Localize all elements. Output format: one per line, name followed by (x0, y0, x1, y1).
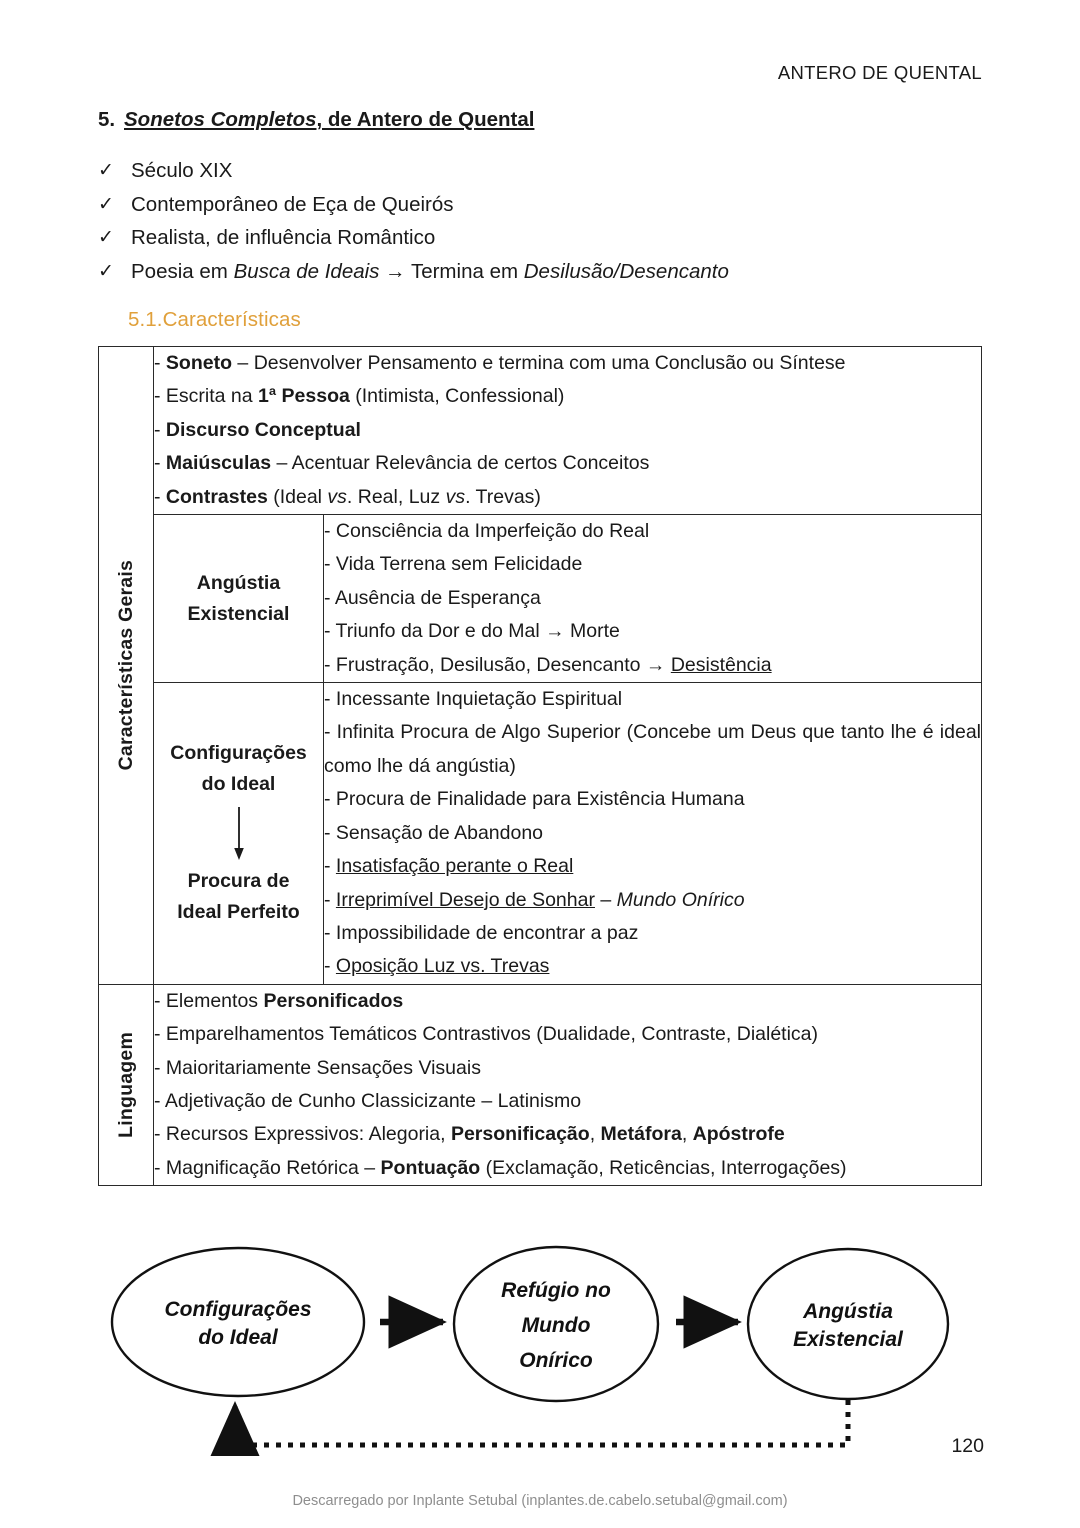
label-anguish (154, 515, 324, 683)
check-icon: ✓ (98, 227, 114, 248)
table-line: - Irreprimível Desejo de Sonhar – Mundo Onírico (324, 888, 745, 911)
table-line: - Sensação de Abandono (324, 821, 544, 844)
section-number: 5. (98, 108, 116, 131)
list-item (98, 255, 982, 289)
ideal-cell (324, 683, 982, 985)
anguish-cell (324, 515, 982, 683)
table-row (99, 984, 982, 1185)
label-ideal-line2: do Ideal (201, 773, 276, 796)
table-line: - Maioritariamente Sensações Visuais (154, 1056, 481, 1079)
table-line: - Maiúsculas – Acentuar Relevância de certos Conceitos (154, 452, 650, 475)
diagram-node3-line1: Angústia (803, 1300, 893, 1323)
table-line: - Escrita na 1ª Pessoa (Intimista, Confessional) (154, 385, 565, 408)
label-ideal-line4: Ideal Perfeito (177, 901, 300, 924)
table-line: - Ausência de Esperança (324, 586, 541, 609)
diagram-node3-line2: Existencial (793, 1328, 903, 1351)
table-line: - Vida Terrena sem Felicidade (324, 553, 583, 576)
table-line: - Emparelhamentos Temáticos Contrastivos (Dualidade, Contraste, Dialética) (154, 1023, 819, 1046)
table-line: - Magnificação Retórica – Pontuação (Exclamação, Reticências, Interrogações) (154, 1156, 847, 1179)
table-line: - Frustração, Desilusão, Desencanto → Desistência (324, 653, 772, 676)
characteristics-bullet-list (98, 154, 982, 288)
table-row (99, 515, 982, 683)
table-line: - Procura de Finalidade para Existência Humana (324, 788, 745, 811)
diagram-node1-line1: Configurações (164, 1298, 312, 1321)
check-icon: ✓ (98, 260, 114, 282)
page-number: 120 (951, 1435, 984, 1457)
running-header: ANTERO DE QUENTAL (777, 62, 982, 83)
section-title-rest: , de Antero de Quental (316, 108, 535, 131)
list-item (98, 221, 982, 255)
row-label-general-text: Características Gerais (114, 560, 137, 771)
diagram-feedback-loop (235, 1400, 848, 1445)
table-line: - Incessante Inquietação Espiritual (324, 688, 623, 711)
table-line: - Contrastes (Ideal vs. Real, Luz vs. Trevas) (154, 485, 541, 508)
table-line: - Recursos Expressivos: Alegoria, Personificação, Metáfora, Apóstrofe (154, 1123, 785, 1146)
list-item (98, 188, 982, 222)
list-item-label: Poesia em Busca de Ideais → Termina em Desilusão/Desencanto (131, 259, 729, 283)
label-ideal (154, 683, 324, 985)
footer-watermark: Descarregado por Inplante Setubal (inplantes.de.cabelo.setubal@gmail.com) (292, 1493, 788, 1509)
list-item-label: Realista, de influência Romântico (131, 226, 436, 249)
list-item (98, 154, 982, 188)
diagram-node1-line2: do Ideal (198, 1326, 278, 1349)
general-top-cell (154, 347, 982, 515)
label-ideal-line3: Procura de (187, 870, 290, 893)
table-line: - Triunfo da Dor e do Mal → Morte (324, 620, 620, 643)
row-label-language-text: Linguagem (114, 1032, 137, 1138)
down-arrow-icon (232, 807, 246, 861)
diagram-node2-line3: Onírico (519, 1349, 593, 1372)
language-cell (154, 984, 982, 1185)
list-item-label: Contemporâneo de Eça de Queirós (131, 192, 454, 216)
section-title (98, 108, 982, 132)
row-label-general (99, 347, 154, 985)
diagram-node2-line2: Mundo (521, 1314, 591, 1337)
label-anguish-line2: Existencial (187, 602, 290, 625)
label-anguish-line1: Angústia (196, 571, 281, 594)
label-ideal-line1: Configurações (170, 742, 307, 765)
diagram-node-anguish (748, 1249, 948, 1399)
flow-diagram (0, 1232, 1080, 1472)
table-line: - Discurso Conceptual (154, 418, 361, 441)
table-line: - Insatisfação perante o Real (324, 855, 574, 878)
table-line: - Adjetivação de Cunho Classicizante – Latinismo (154, 1089, 582, 1112)
subsection-heading: 5.1.Características (128, 308, 301, 331)
list-item-label: Século XIX (131, 159, 233, 182)
row-label-language (99, 984, 154, 1185)
table-line: - Oposição Luz vs. Trevas (324, 955, 550, 978)
table-row (99, 347, 982, 515)
check-icon: ✓ (98, 160, 114, 181)
table-line: - Soneto – Desenvolver Pensamento e termina com uma Conclusão ou Síntese (154, 352, 846, 374)
table-line: - Infinita Procura de Algo Superior (Concebe um Deus que tanto lhe é ideal como lhe dá angústia) (324, 721, 981, 777)
table-line: - Impossibilidade de encontrar a paz (324, 921, 639, 944)
diagram-node2-line1: Refúgio no (501, 1279, 611, 1302)
section-title-italic: Sonetos Completos (124, 108, 317, 131)
check-icon: ✓ (98, 193, 114, 215)
table-line: - Elementos Personificados (154, 989, 404, 1012)
page-content (98, 108, 982, 1186)
table-row (99, 683, 982, 985)
table-line: - Consciência da Imperfeição do Real (324, 520, 650, 543)
diagram-node-ideal (112, 1248, 364, 1396)
characteristics-table (98, 346, 982, 1186)
